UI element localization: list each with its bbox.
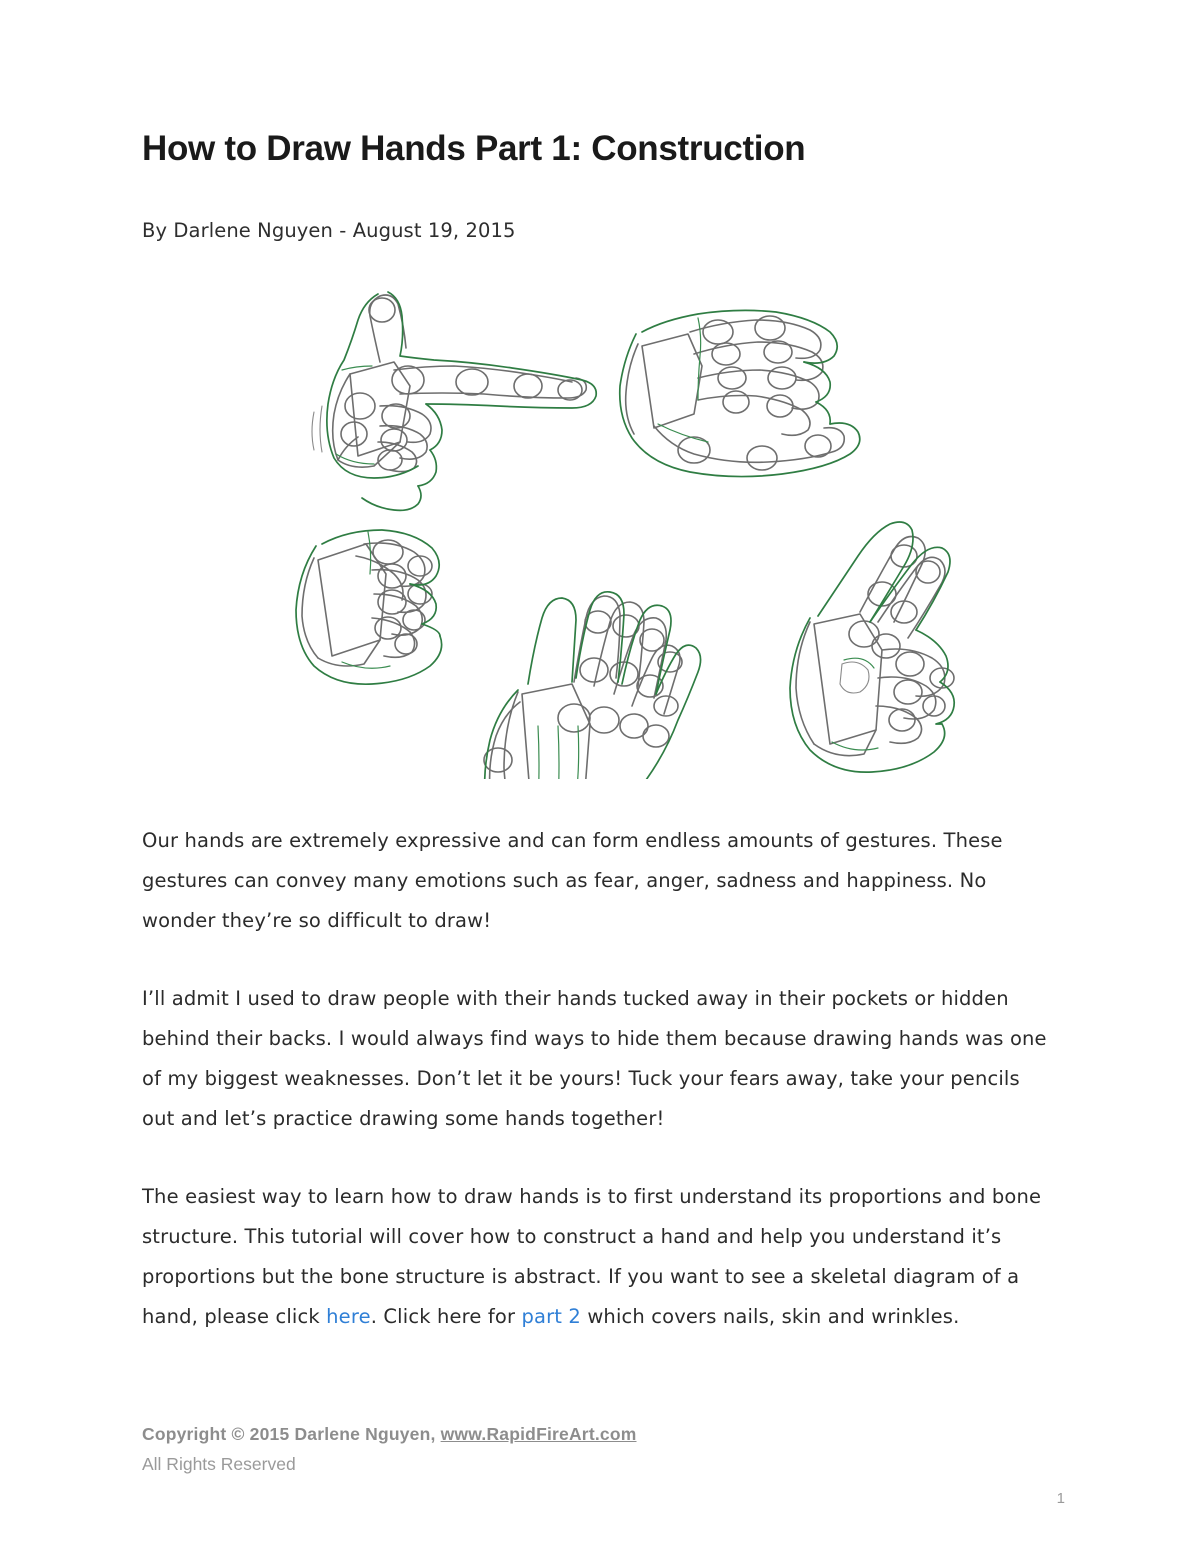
link-here[interactable]: here [326, 1305, 371, 1328]
document-content [142, 128, 1052, 1337]
rights-text: All Rights Reserved [142, 1454, 296, 1474]
hand-sketch-pointing [312, 292, 596, 510]
article-body [142, 821, 1052, 1337]
paragraph-2: I’ll admit I used to draw people with their hands tucked away in their pockets or hidden behind their backs. I would always find ways to hide them because drawing hands was one of my biggest weaknesses. Don’t let it be yours! Tuck your fears away, take your pencils out and let’s practice drawing some hands together! [142, 987, 1047, 1130]
hand-sketch-open-palm [484, 592, 701, 779]
link-part-2[interactable]: part 2 [521, 1305, 581, 1328]
copyright-line [142, 1424, 1062, 1445]
paragraph-3 [142, 1177, 1052, 1337]
hand-sketches-illustration [142, 274, 1052, 779]
paragraph-3-lead: The easiest way to learn how to draw hands is to first understand its proportions and bone structure. This tutorial will cover how to construct a hand and help you understand it’s proportions but the bone structure is abstract. If you want to see a skeletal diagram of a hand, please click [142, 1185, 1042, 1328]
hand-sketch-open-curve [620, 310, 860, 476]
page-footer [142, 1424, 1062, 1475]
byline: By Darlene Nguyen - August 19, 2015 [142, 219, 516, 242]
page-number: 1 [1056, 1490, 1065, 1507]
link-rapidfireart[interactable]: www.RapidFireArt.com [440, 1424, 637, 1444]
paragraph-3-tail: which covers nails, skin and wrinkles. [580, 1305, 960, 1328]
copyright-text: Copyright © 2015 Darlene Nguyen, [142, 1424, 441, 1444]
hand-sketch-fist [296, 530, 442, 684]
page-title: How to Draw Hands Part 1: Construction [142, 129, 806, 168]
hand-sketch-pinch [790, 522, 954, 772]
paragraph-1: Our hands are extremely expressive and can form endless amounts of gestures. These gestures can convey many emotions such as fear, anger, sadness and happiness. No wonder they’re so difficult to draw! [142, 829, 1003, 932]
hand-construction-figure [142, 274, 1052, 779]
paragraph-3-mid: . Click here for [370, 1305, 522, 1328]
